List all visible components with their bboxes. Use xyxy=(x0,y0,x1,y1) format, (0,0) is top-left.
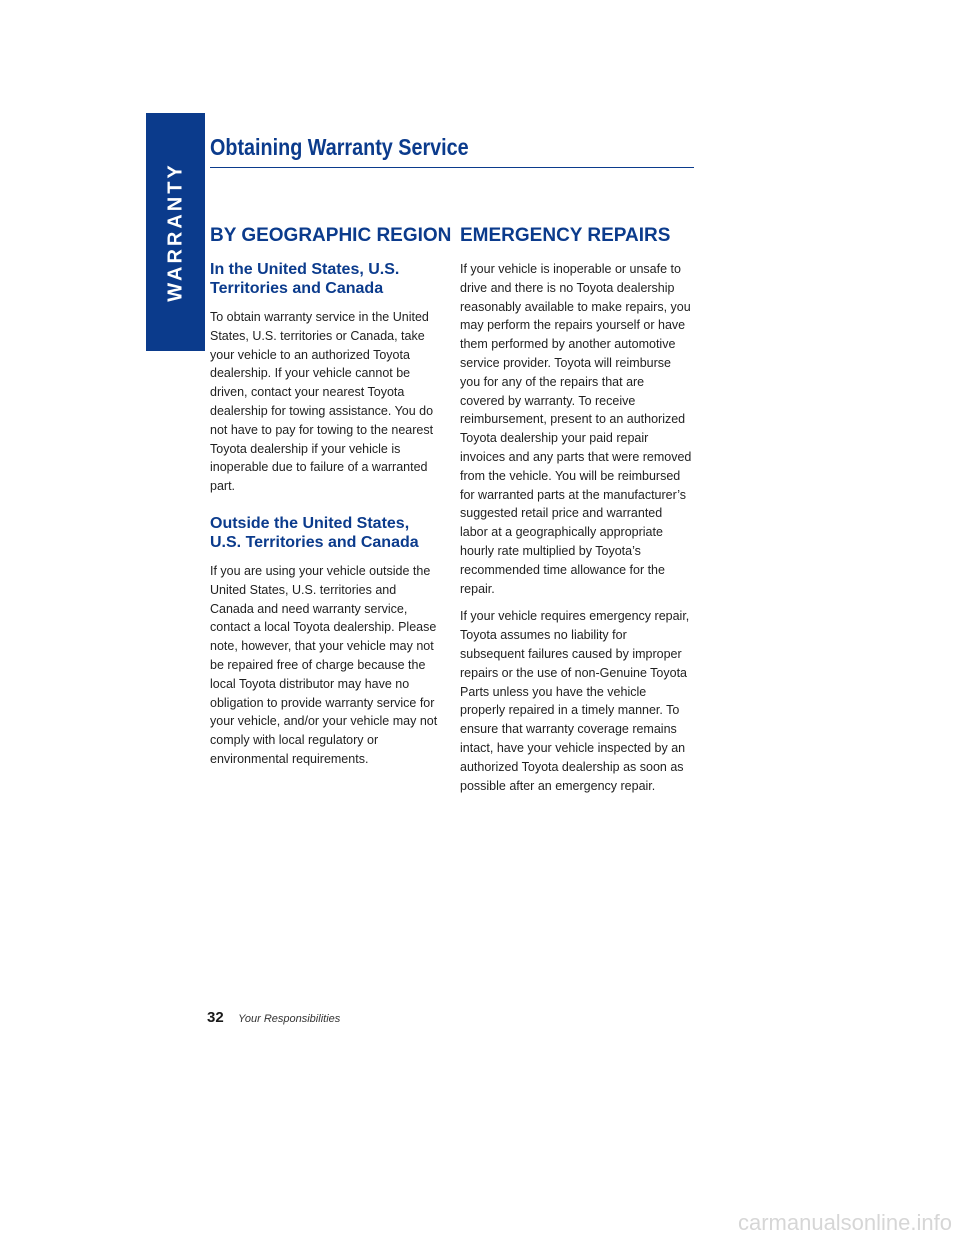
outside-us-subheading: Outside the United States, U.S. Territories and Canada xyxy=(210,514,419,551)
section-side-tab-label: WARRANTY xyxy=(164,162,186,302)
emergency-repairs-heading: EMERGENCY REPAIRS xyxy=(460,225,671,246)
right-column xyxy=(460,224,692,804)
outside-us-paragraph: If you are using your vehicle outside the United States, U.S. territories and Canada and need warranty service, contact a local Toyota dealership. Please note, however, that your vehicle may not be repaired free of charge because the local Toyota distributor may have no obligation to provide warranty service for your vehicle, and/or your vehicle may not comply with local regulatory or environmental requirements. xyxy=(210,563,438,766)
page-footer xyxy=(207,1009,340,1027)
emergency-repairs-paragraph-1: If your vehicle is inoperable or unsafe to drive and there is no Toyota dealership reasonably available to make repairs, you may perform the repairs yourself or have them performed by another automotive service provider. Toyota will reimburse you for any of the repairs that are covered by warranty. To receive reimbursement, present to an authorized Toyota dealership your paid repair invoices and any parts that were removed from the vehicle. You will be reimbursed for warranted parts at the manufacturer’s suggested retail price and warranted labor at a geographically appropriate hourly rate multiplied by Toyota’s recommended time allowance for the repair. xyxy=(460,262,692,596)
footer-section-name: Your Responsibilities xyxy=(238,1013,341,1025)
page-number: 32 xyxy=(207,1009,224,1026)
emergency-repairs-paragraph-2: If your vehicle requires emergency repair, Toyota assumes no liability for subsequent failures caused by improper repairs or the use of non-Genuine Toyota Parts unless you have the vehicle properly repaired in a timely manner. To ensure that warranty coverage remains intact, have your vehicle inspected by an authorized Toyota dealership as soon as possible after an emergency repair. xyxy=(460,609,690,793)
us-territories-canada-paragraph: To obtain warranty service in the United States, U.S. territories or Canada, take your vehicle to an authorized Toyota dealership. If your vehicle cannot be driven, contact your nearest Toyota dealership for towing assistance. You do not have to pay for towing to the nearest Toyota dealership if your vehicle is inoperable due to failure of a warranted part. xyxy=(210,310,434,494)
us-territories-canada-subheading: In the United States, U.S. Territories and Canada xyxy=(210,261,400,297)
page-title: Obtaining Warranty Service xyxy=(210,134,469,160)
watermark: carmanualsonline.info xyxy=(737,1210,952,1235)
title-divider xyxy=(210,167,694,168)
geographic-region-heading: BY GEOGRAPHIC REGION xyxy=(210,225,452,246)
left-column xyxy=(210,224,452,778)
section-side-tab xyxy=(146,113,205,351)
